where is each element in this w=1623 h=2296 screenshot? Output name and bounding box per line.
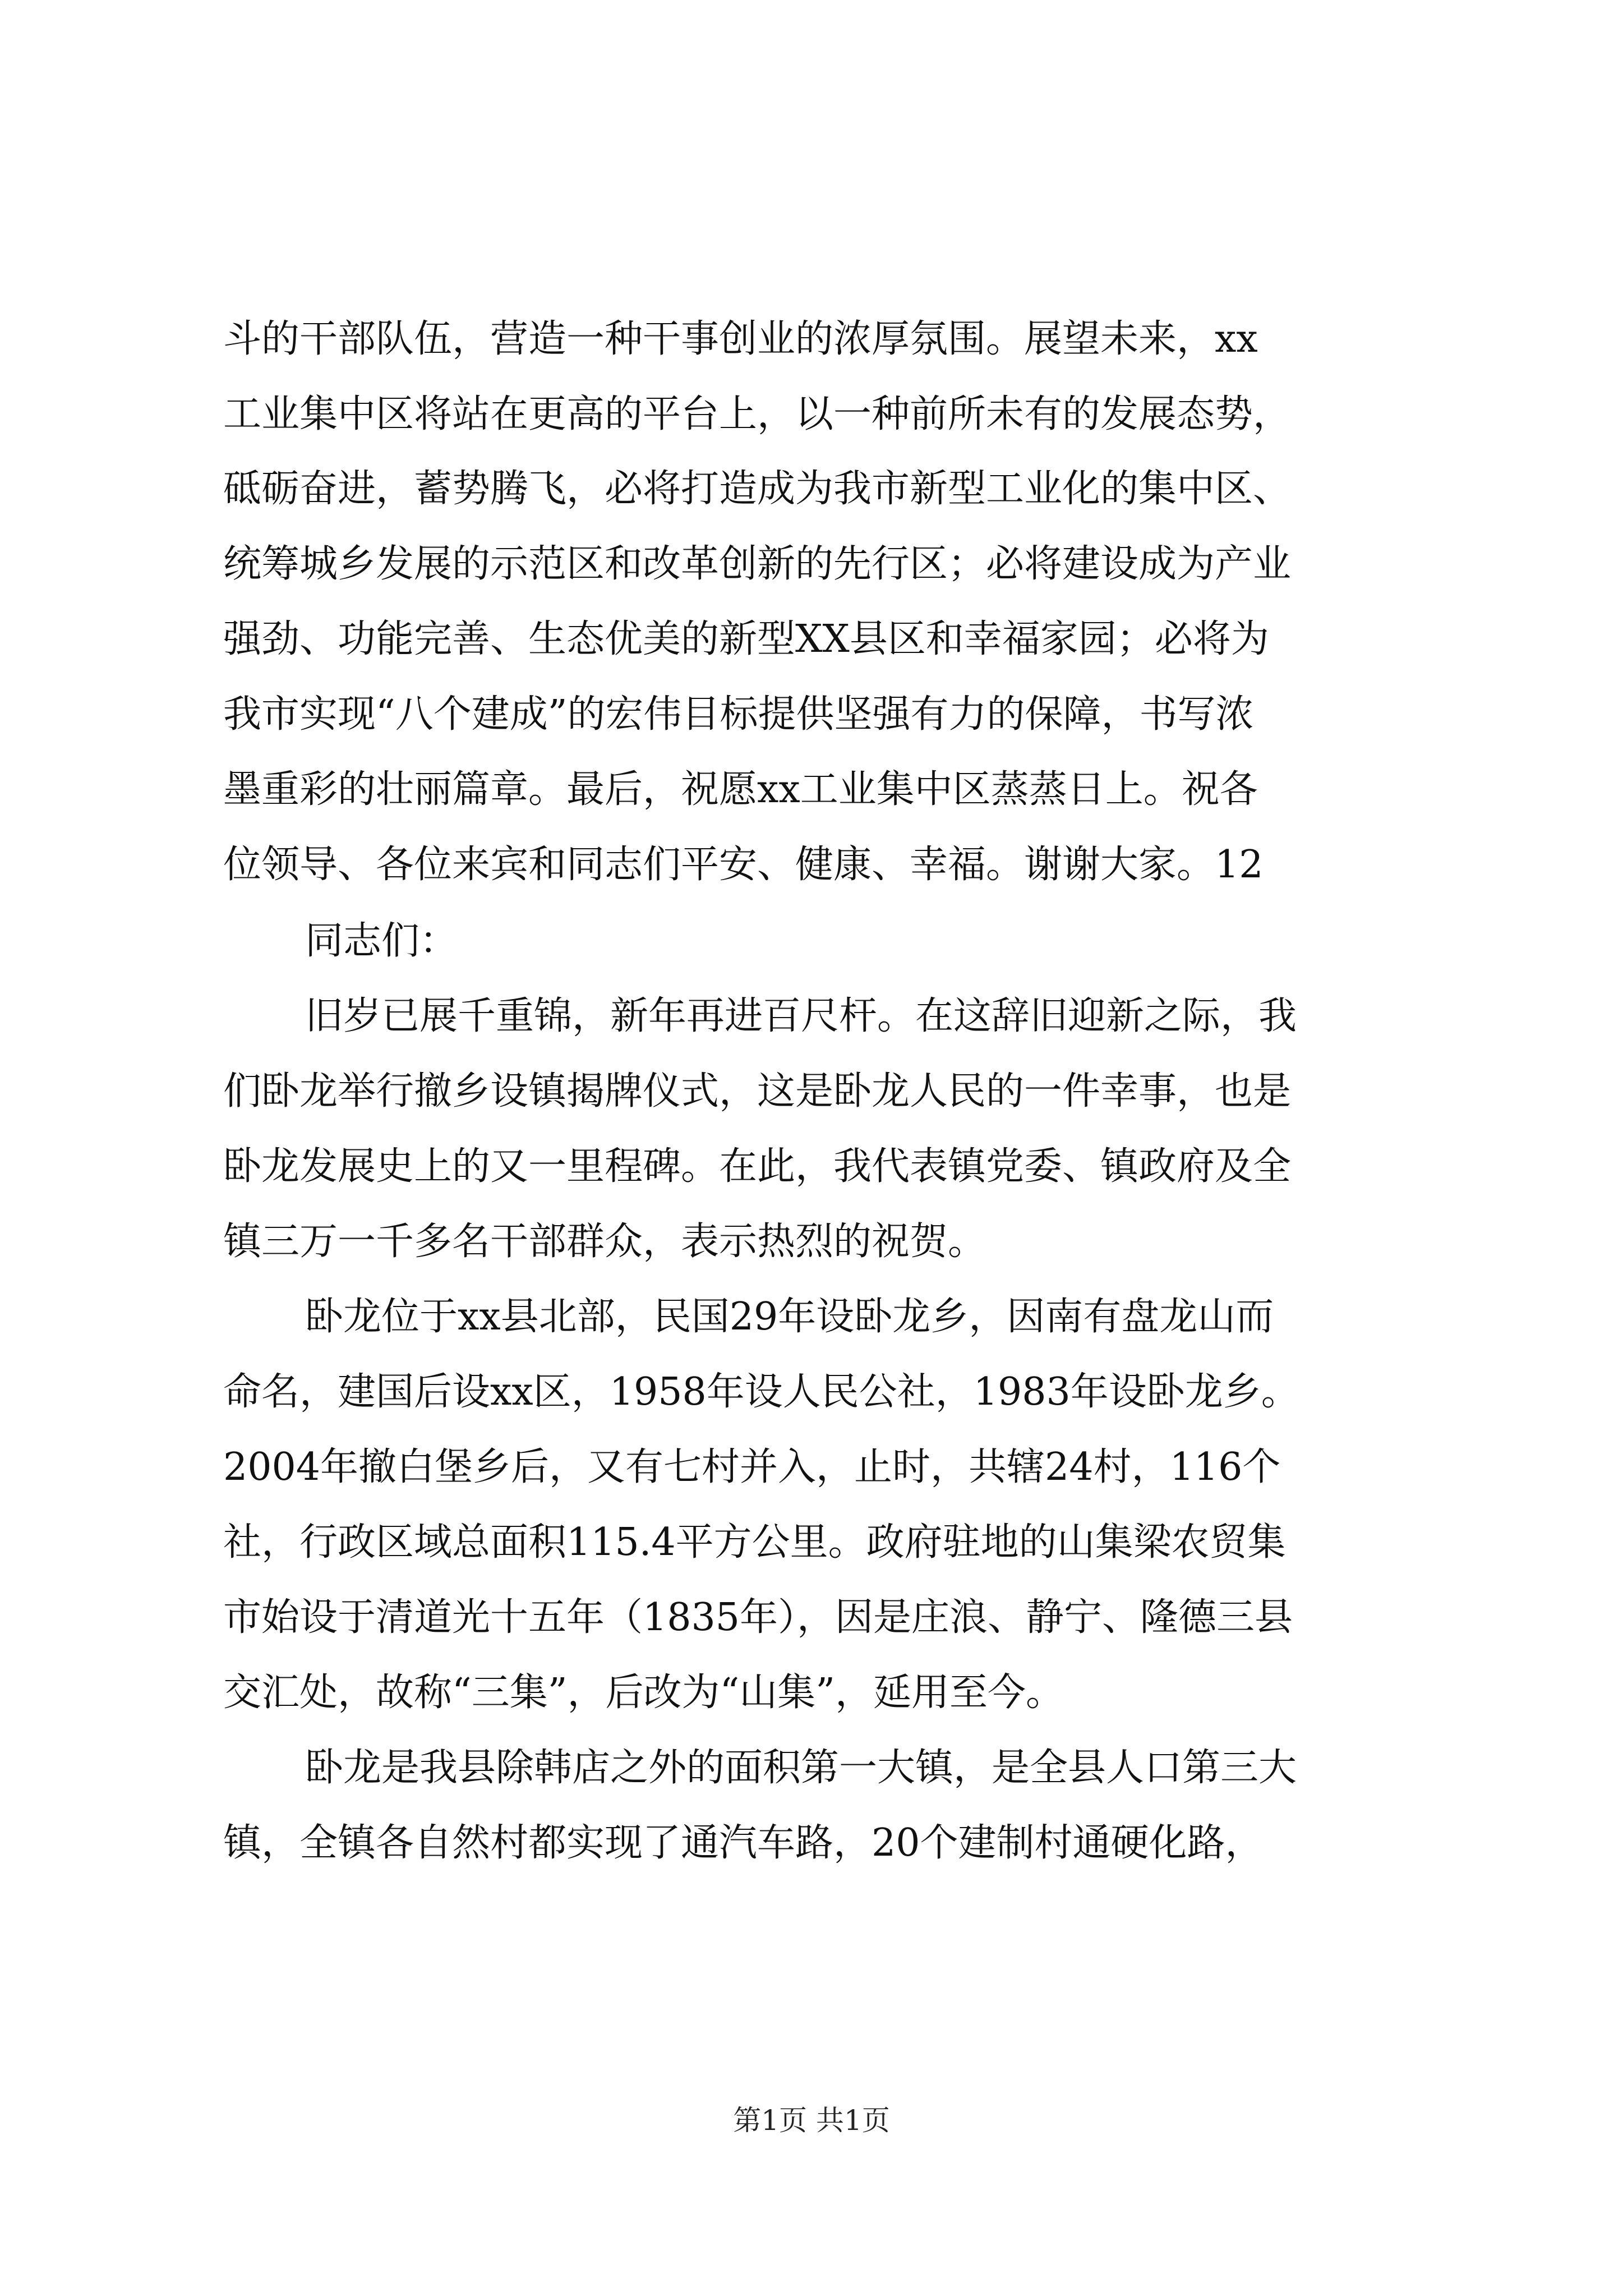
text-line: 砥砺奋进，蓄势腾飞，必将打造成为我市新型工业化的集中区、 [223, 467, 1292, 511]
text-line: 卧龙位于xx县北部，民国29年设卧龙乡，因南有盘龙山而 [305, 1295, 1274, 1339]
text-line: 们卧龙举行撤乡设镇揭牌仪式，这是卧龙人民的一件幸事，也是 [223, 1069, 1292, 1114]
salutation: 同志们： [305, 919, 458, 963]
text-line: 市始设于清道光十五年（1835年），因是庄浪、静宁、隆德三县 [223, 1595, 1293, 1640]
text-line: 镇三万一千多名干部群众，表示热烈的祝贺。 [223, 1220, 986, 1264]
text-line: 工业集中区将站在更高的平台上，以一种前所未有的发展态势， [223, 392, 1292, 436]
text-line: 镇，全镇各自然村都实现了通汽车路，20个建制村通硬化路， [223, 1821, 1264, 1865]
text-line: 强劲、功能完善、生态优美的新型XX县区和幸福家园；必将为 [223, 617, 1269, 661]
text-line: 位领导、各位来宾和同志们平安、健康、幸福。谢谢大家。12 [223, 843, 1264, 887]
text-line: 2004年撤白堡乡后，又有七村并入，止时，共辖24村，116个 [223, 1445, 1281, 1489]
text-line: 墨重彩的壮丽篇章。最后，祝愿xx工业集中区蒸蒸日上。祝各 [223, 767, 1258, 812]
text-line: 我市实现“八个建成”的宏伟目标提供坚强有力的保障，书写浓 [223, 692, 1254, 737]
page-footer: 第1页 共1页 [733, 2104, 890, 2137]
text-line: 命名，建国后设xx区，1958年设人民公社，1983年设卧龙乡。 [223, 1370, 1299, 1414]
text-line: 卧龙发展史上的又一里程碑。在此，我代表镇党委、镇政府及全 [223, 1144, 1292, 1189]
text-line: 社，行政区域总面积115.4平方公里。政府驻地的山集梁农贸集 [223, 1520, 1286, 1565]
text-line: 旧岁已展千重锦，新年再进百尺杆。在这辞旧迎新之际，我 [305, 994, 1297, 1038]
text-line: 统筹城乡发展的示范区和改革创新的先行区；必将建设成为产业 [223, 542, 1292, 586]
text-line: 交汇处，故称“三集”，后改为“山集”，延用至今。 [223, 1671, 1064, 1715]
text-line: 卧龙是我县除韩店之外的面积第一大镇，是全县人口第三大 [305, 1746, 1297, 1790]
text-line: 斗的干部队伍，营造一种干事创业的浓厚氛围。展望未来，xx [223, 317, 1258, 361]
